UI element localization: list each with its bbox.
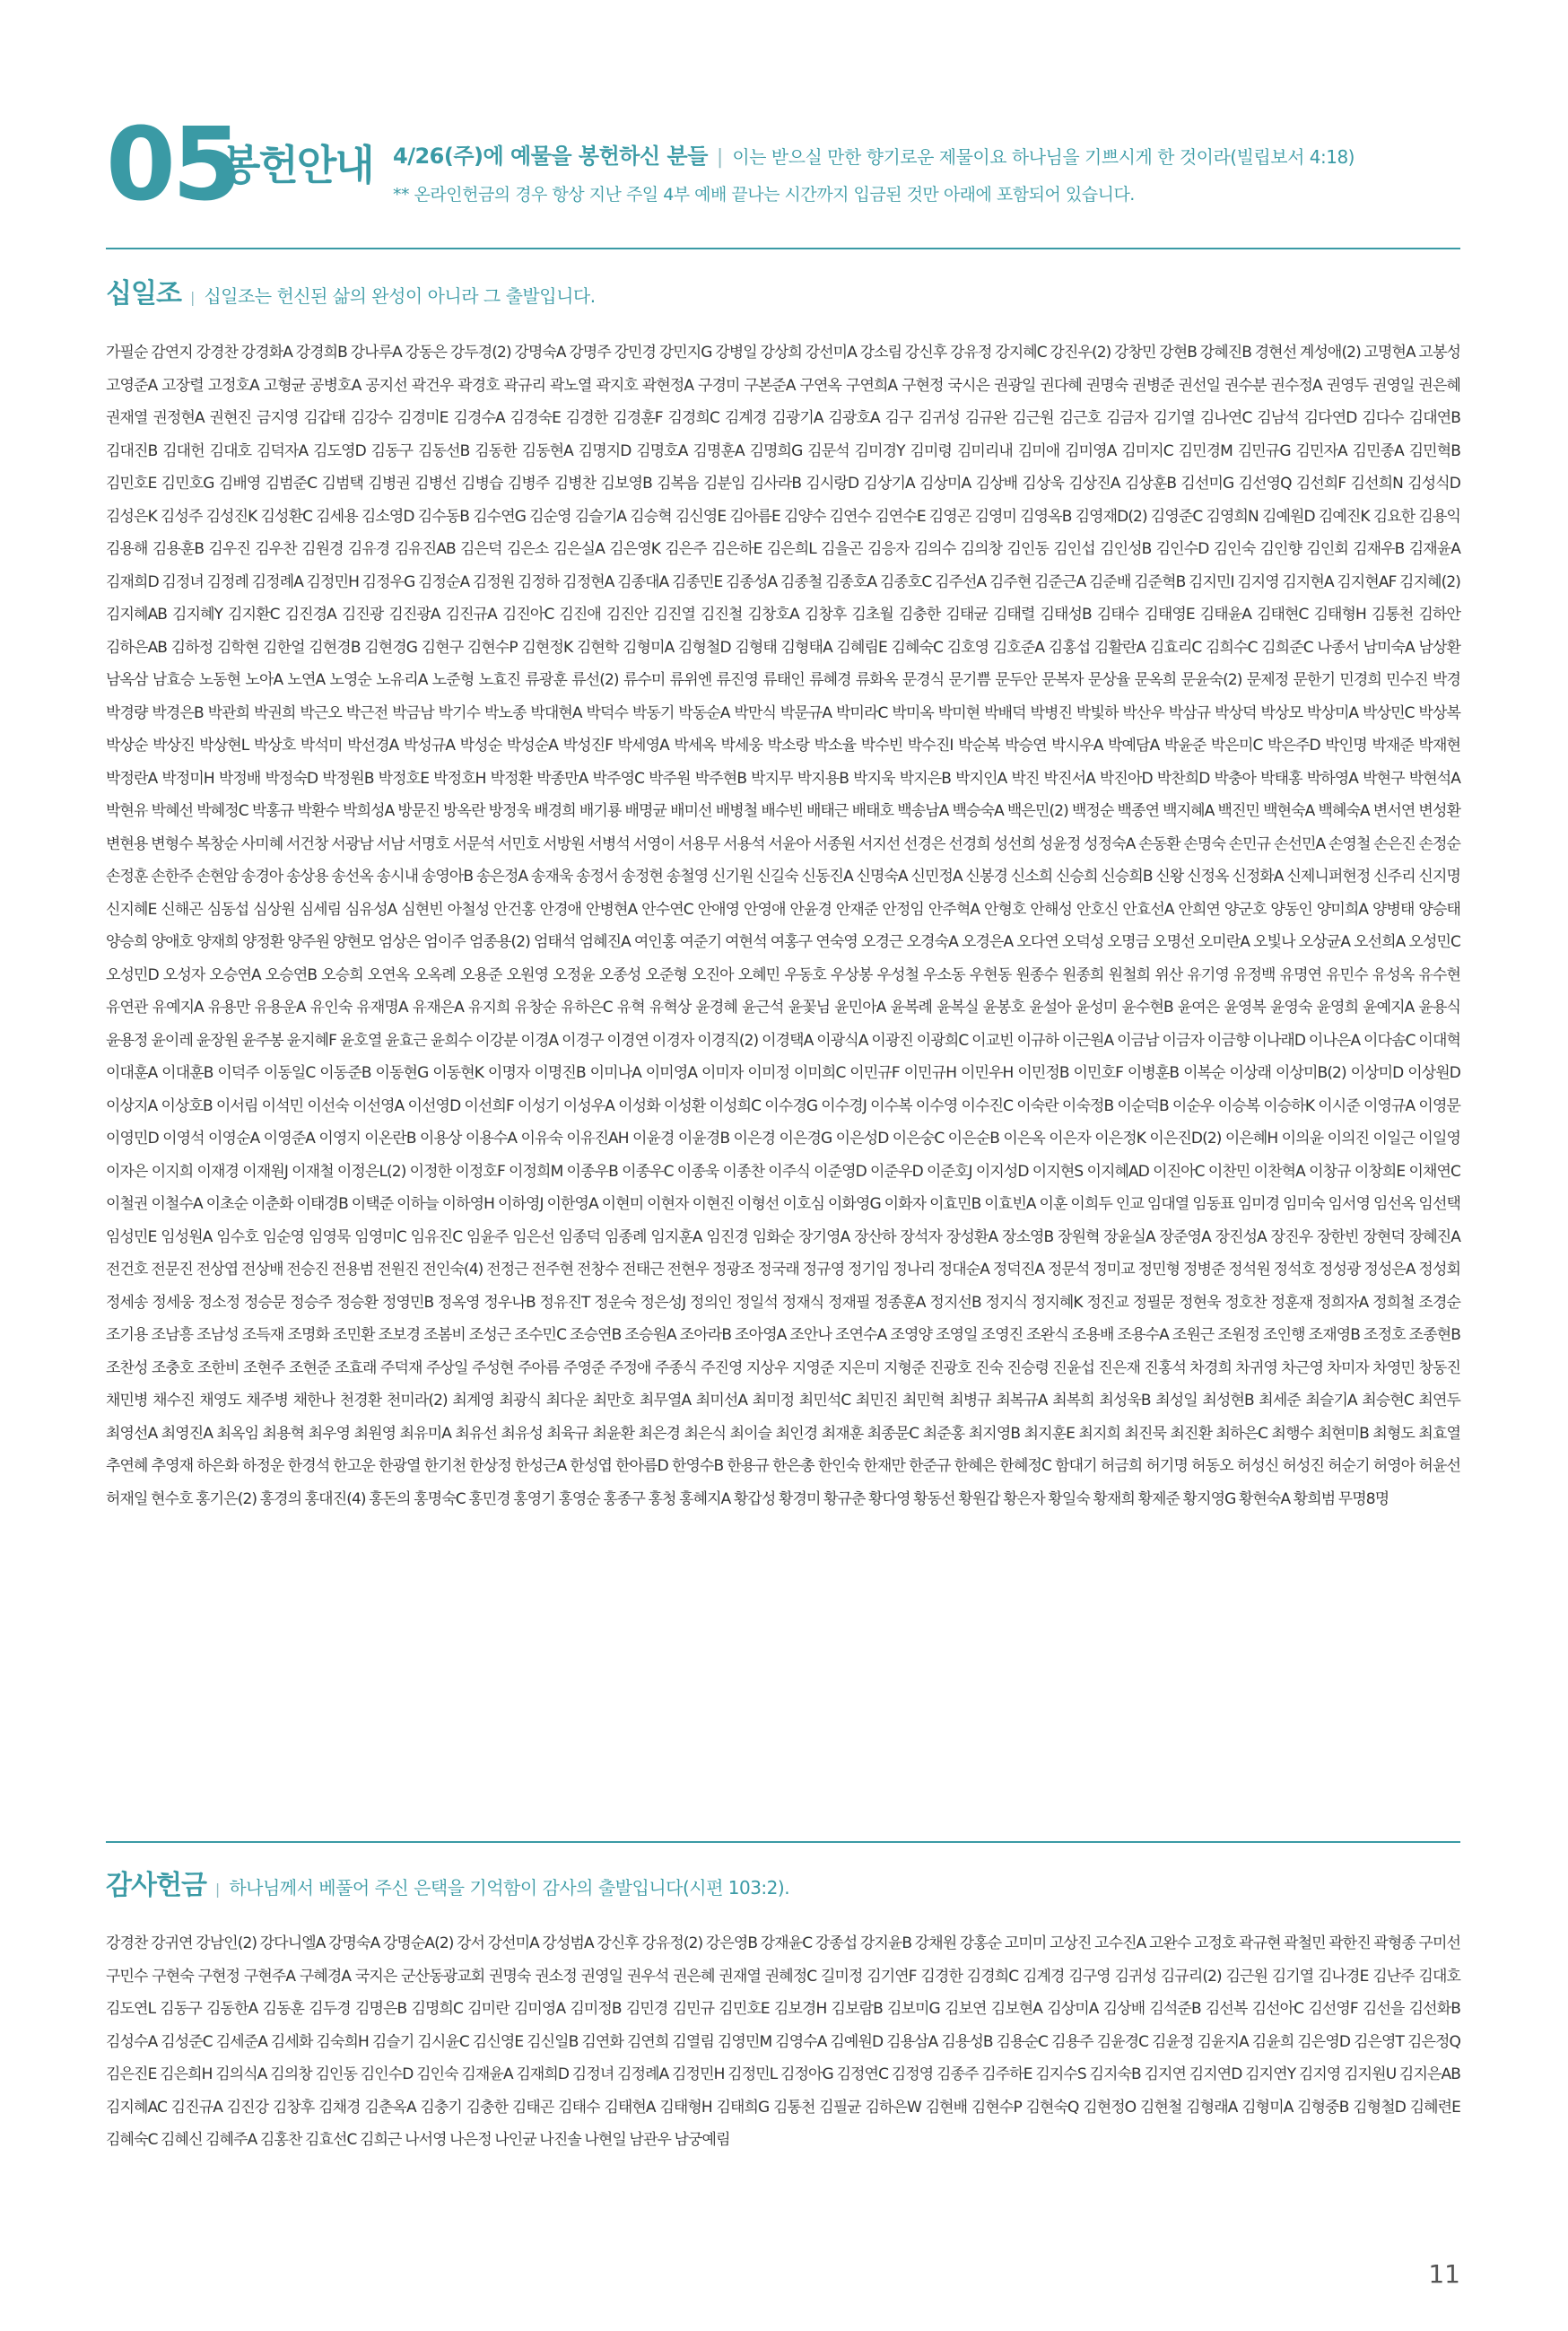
- verse: 이는 받으실 만한 향기로운 제물이요 하나님을 기쁘시게 한 것이라(빌립보서 4:18): [732, 146, 1355, 168]
- tithe-header: [106, 271, 1460, 316]
- header-divider: [106, 248, 1460, 249]
- divider-bar: |: [189, 289, 196, 306]
- thanks-names-list: 강경찬 강귀연 강남인(2) 강다니엘A 강명숙A 강명순A(2) 강서 강선미A 강성범A 강신후 강유정(2) 강은영B 강재윤C 강종섭 강지윤B 강채원 강홍순 고미미 고상진 고수진A 고완수 고정호 곽규현 곽철민 곽한진 곽형종 구미선 구민수 구현숙 구현정 구현주A 구혜경A 국지은 군산동광교회 권명숙 권소정 권영일 권우석 권은혜 권재열 권혜정C 길미정 김기연F 김경한 김경희C 김계경 김구영 김귀성 김규리(2) 김근원 김기열 김나경E 김난주 김대호 김도연L 김동구 김동한A 김동훈 김두경 김명은B 김명희C 김미란 김미영A 김미정B 김민경 김민규 김민호E 김보경H 김보람B 김보미G 김보연 김보현A 김상미A 김상배 김석준B 김선복 김선아C 김선영F 김선을 김선화B 김성수A 김성준C 김세준A 김세화 김숙희H 김슬기 김시윤C 김신영E 김신일B 김연화 김연희 김열림 김영민M 김영수A 김예원D 김용삼A 김용성B 김용순C 김용주 김윤경C 김윤정 김윤지A 김윤희 김은영D 김은영T 김은정Q 김은진E 김은희H 김의식A 김의창 김인동 김인수D 김인숙 김재윤A 김재희D 김정녀 김정례A 김정민H 김정민L 김정아G 김정연C 김정영 김종주 김주하E 김지수S 김지숙B 김지연 김지연D 김지연Y 김지영 김지원U 김지은AB 김지혜AC 김진규A 김진강 김창후 김채경 김춘옥A 김충기 김충한 김태곤 김태수 김태현A 김태형H 김태희G 김통천 김필균 김하은W 김현배 김현수P 김현숙Q 김현정O 김현철 김형래A 김형미A 김형중B 김형철D 김혜련E 김혜숙C 김혜신 김혜주A 김홍찬 김효선C 김희근 나서영 나은정 나인균 나진솔 나현일 남관우 남궁예림: [106, 1934, 1460, 2149]
- divider-bar: |: [214, 1881, 221, 1898]
- tithe-title: 십일조: [106, 278, 181, 310]
- section-title: 봉헌안내: [221, 141, 373, 189]
- thanks-header: [106, 1863, 1460, 1908]
- divider-bar: |: [716, 146, 724, 169]
- section-number: 05: [106, 107, 239, 223]
- thanks-description: 하나님께서 베풀어 주신 은택을 기억함이 감사의 출발입니다(시편 103:2).: [229, 1877, 790, 1899]
- subtitle-line: [393, 138, 1355, 170]
- online-offering-note: ** 온라인헌금의 경우 항상 지난 주일 4부 예배 끝나는 시간까지 입금된 것만 아래에 포함되어 있습니다.: [393, 185, 1135, 205]
- tithe-names-list: 가필순 감연지 강경찬 강경화A 강경희B 강나루A 강동은 강두경(2) 강명숙A 강명주 강민경 강민지G 강병일 강상희 강선미A 강소림 강신후 강유정 강지혜C 강진우(2) 강창민 강현B 강혜진B 경현선 계성애(2) 고명현A 고봉성 고영준A 고장렬 고정호A 고형균 공병호A 공지선 곽건우 곽경호 곽규리 곽노열 곽지호 곽현정A 구경미 구본준A 구연옥 구연희A 구현정 국시은 권광일 권다혜 권명숙 권병준 권선일 권수분 권수정A 권영두 권영일 권은혜 권재열 권정현A 권현진 금지영 김갑태 김강수 김경미E 김경수A 김경숙E 김경한 김경훈F 김경희C 김계경 김광기A 김광호A 김구 김귀성 김규완 김근원 김근호 김금자 김기열 김나연C 김남석 김다연D 김다수 김대연B 김대진B 김대헌 김대호 김덕자A 김도영D 김동구 김동선B 김동한 김동현A 김명지D 김명호A 김명훈A 김명희G 김문석 김미경Y 김미령 김미리내 김미애 김미영A 김미지C 김민경M 김민규G 김민자A 김민종A 김민혁B 김민호E 김민호G 김배영 김범준C 김범택 김병권 김병선 김병습 김병주 김병찬 김보영B 김복음 김분임 김사라B 김시랑D 김상기A 김상미A 김상배 김상욱 김상진A 김상훈B 김선미G 김선영Q 김선희F 김선희N 김성식D 김성은K 김성주 김성진K 김성환C 김세용 김소영D 김수동B 김수연G 김순영 김슬기A 김승혁 김신영E 김아름E 김양수 김연수 김연수E 김영곤 김영미 김영옥B 김영재D(2) 김영준C 김영희N 김예원D 김예진K 김요한 김용익 김용해 김용훈B 김우진 김우찬 김원경 김유경 김유진AB 김은덕 김은소 김은실A 김은영K 김은주 김은하E 김은희L 김을곤 김응자 김의수 김의창 김인동 김인섭 김인성B 김인수D 김인숙 김인향 김인회 김재우B 김재윤A 김재희D 김정녀 김정례 김정례A 김정민H 김정우G 김정순A 김정원 김정하 김정현A 김종대A 김종민E 김종성A 김종철 김종호A 김종호C 김주선A 김주현 김준근A 김준배 김준혁B 김지민I 김지영 김지현A 김지현AF 김지혜(2) 김지혜AB 김지혜Y 김지환C 김진경A 김진광 김진광A 김진규A 김진아C 김진애 김진안 김진열 김진철 김창호A 김창후 김초월 김충한 김태균 김태렬 김태성B 김태수 김태영E 김태윤A 김태현C 김태형H 김통천 김하안 김하은AB 김하정 김학현 김한얼 김현경B 김현경G 김현구 김현수P 김현정K 김현학 김형미A 김형철D 김형태 김형태A 김혜림E 김혜숙C 김호영 김호준A 김홍섭 김활란A 김효리C 김희수C 김희준C 나종서 남미숙A 남상환 남옥삼 남효승 노동현 노아A 노연A 노영순 노유리A 노준형 노효진 류광훈 류선(2) 류수미 류위엔 류진영 류태인 류혜경 류화옥 문경식 문기쁨 문두안 문복자 문상율 문옥희 문윤숙(2) 문제정 문한기 민경희 민수진 박경 박경량 박경은B 박관희 박권희 박근오 박근전 박금남 박기수 박노종 박대현A 박덕수 박동기 박동순A 박만식 박문규A 박미라C 박미옥 박미현 박배덕 박병진 박빛하 박산우 박삼규 박상덕 박상모 박상미A 박상민C 박상복 박상순 박상진 박상현L 박상호 박석미 박선경A 박성규A 박성순 박성순A 박성진F 박세영A 박세옥 박세웅 박소랑 박소율 박수빈 박수진I 박순복 박승연 박시우A 박예담A 박윤준 박은미C 박은주D 박인명 박재준 박재현 박정란A 박정미H 박정배 박정숙D 박정원B 박정호E 박정호H 박정환 박종만A 박주영C 박주원 박주현B 박지무 박지용B 박지욱 박지은B 박지인A 박진 박진서A 박진아D 박찬희D 박충아 박태홍 박하영A 박현구 박현석A 박현유 박혜선 박혜정C 박홍규 박환수 박희성A 방문진 방옥란 방정욱 배경희 배기룡 배명균 배미선 배병철 배수빈 배태근 배태호 백송남A 백승숙A 백은민(2) 백정순 백종연 백지혜A 백진민 백현숙A 백혜숙A 변서연 변성환 변현용 변형수 복창순 사미혜 서건창 서광남 서남 서명호 서문석 서민호 서방원 서병석 서영이 서용무 서용석 서윤아 서종원 서지선 선경은 선경희 성선희 성윤정 성정숙A 손동환 손명숙 손민규 손선민A 손영철 손은진 손정순 손정훈 손한주 손현암 송경아 송상용 송선옥 송시내 송영아B 송은정A 송재욱 송정서 송정현 송철영 신기원 신길숙 신동진A 신명숙A 신민정A 신봉경 신소희 신승희 신승희B 신왕 신정옥 신정화A 신제니퍼현정 신주리 신지명 신지혜E 신해곤 심동섭 심상원 심세림 심유성A 심현빈 아철성 안건홍 안경애 안병현A 안수연C 안애영 안영애 안윤경 안재준 안정임 안주혁A 안형호 안해성 안호신 안효선A 안희연 양군호 양동인 양미희A 양병태 양승태 양승희 양애호 양재희 양정환 양주원 양현모 엄상은 엄이주 엄종용(2) 엄태석 엄혜진A 여인홍 여준기 여현석 여홍구 연숙영 오경근 오경숙A 오경은A 오다연 오덕성 오명금 오명선 오미란A 오빛나 오상균A 오선희A 오성민C 오성민D 오성자 오승연A 오승연B 오승희 오연옥 오옥례 오용준 오원영 오정윤 오종성 오준형 오진아 오혜민 우동호 우상봉 우성철 우소동 우현동 원종수 원종희 원철희 위산 유기영 유정백 유명연 유민수 유성옥 유수현 유연관 유예지A 유용만 유용운A 유인숙 유재명A 유재은A 유지희 유창순 유하은C 유혁 유혁상 윤경혜 윤근석 윤꽃님 윤민아A 윤복례 윤복실 윤봉호 윤설아 윤성미 윤수현B 윤여은 윤영복 윤영숙 윤영희 윤예지A 윤용식 윤용정 윤이레 윤장원 윤주봉 윤지혜F 윤호열 윤효근 윤희수 이강분 이경A 이경구 이경연 이경자 이경직(2) 이경택A 이광식A 이광진 이광희C 이교빈 이규하 이근원A 이금남 이금자 이금향 이나래D 이나은A 이다솜C 이대혁 이대훈A 이대훈B 이덕주 이동일C 이동준B 이동현G 이동현K 이명자 이명진B 이미나A 이미영A 이미자 이미정 이미희C 이민규F 이민규H 이민우H 이민정B 이민호F 이병훈B 이복순 이상래 이상미B(2) 이상미D 이상원D 이상지A 이상호B 이서림 이석민 이선숙 이선영A 이선영D 이선희F 이성기 이성우A 이성화 이성환 이성희C 이수경G 이수경J 이수복 이수영 이수진C 이숙란 이숙정B 이순덕B 이순우 이승복 이승하K 이시준 이영규A 이영문 이영민D 이영석 이영순A 이영준A 이영지 이온란B 이용상 이용수A 이유숙 이유진AH 이윤경 이윤경B 이은경 이은경G 이은성D 이은숭C 이은순B 이은옥 이은자 이은정K 이은진D(2) 이은혜H 이의윤 이의진 이일근 이일영 이자은 이지희 이재경 이재원J 이재철 이정은L(2) 이정한 이정호F 이정희M 이종우B 이종우C 이종욱 이종찬 이주식 이준영D 이준우D 이준호J 이지성D 이지현S 이지혜AD 이진아C 이찬민 이찬혁A 이창규 이창희E 이채연C 이철권 이철수A 이초순 이춘화 이태경B 이택준 이하늘 이하영H 이하영J 이한영A 이현미 이현자 이현진 이형선 이호심 이화영G 이화자 이효민B 이효빈A 이훈 이희두 인교 임대열 임동표 임미경 임미숙 임서영 임선옥 임선택 임성민E 임성원A 임수호 임순영 임영묵 임영미C 임유진C 임윤주 임은선 임종덕 임종례 임지훈A 임진경 임화순 장기영A 장산하 장석자 장성환A 장소영B 장원혁 장윤실A 장준영A 장진성A 장진우 장한빈 장현덕 장혜진A 전건호 전문진 전상엽 전상배 전승진 전용범 전원진 전인숙(4) 전정근 전주현 전창수 전태근 전현우 정광조 정국래 정규영 정기임 정나리 정대순A 정덕진A 정문석 정미교 정민형 정병준 정석원 정석호 정성광 정성은A 정성회 정세송 정세웅 정소정 정승문 정승주 정승환 정영민B 정옥영 정우나B 정유진T 정운숙 정은성J 정의인 정일석 정재식 정재필 정종훈A 정지선B 정지식 정지혜K 정진교 정필문 정현욱 정호찬 정훈재 정희자A 정희철 조경순 조기용 조남흥 조남성 조득재 조명화 조민환 조보경 조봄비 조성근 조수민C 조승연B 조승원A 조아라B 조아영A 조안나 조연수A 조영양 조영일 조영진 조완식 조용배 조용수A 조원근 조원정 조인행 조재영B 조정호 조종현B 조찬성 조충호 조한비 조현주 조현준 조효래 주덕재 주상일 주성현 주아름 주영준 주정애 주종식 주진영 지상우 지영준 지은미 지형준 진광호 진숙 진승령 진윤섭 진은재 진홍석 차경희 차귀영 차근영 차미자 차영민 창동진 채민병 채수진 채영도 채주병 채한나 천경환 천미라(2) 최계영 최광식 최다운 최만호 최무열A 최미선A 최미정 최민석C 최민진 최민혁 최병규 최복규A 최복희 최성욱B 최성일 최성현B 최세준 최슬기A 최승현C 최연두 최영선A 최영진A 최옥임 최용혁 최우영 최원영 최유미A 최유선 최유성 최육규 최윤환 최은경 최은식 최이슬 최인경 최재훈 최종문C 최준홍 최지영B 최지훈E 최지희 최진묵 최진환 최하은C 최행수 최현미B 최형도 최효열 추연혜 추영재 하은화 하정운 한경석 한고운 한광열 한기천 한상정 한성근A 한성엽 한아름D 한영수B 한용규 한은총 한인숙 한재만 한준규 한혜은 한혜정C 함대기 허금희 허기명 허동오 허성신 허성진 허순기 허영아 허윤선 허재일 현수호 홍기은(2) 홍경의 홍대진(4) 홍돈의 홍명숙C 홍민경 홍영기 홍영순 홍종구 홍청 홍혜지A 황갑성 황경미 황규춘 황다영 황동선 황원갑 황은자 황일숙 황재희 황제준 황지영G 황현숙A 황희범 무명8명: [106, 344, 1460, 1508]
- subtitle: 4/26(주)에 예물을 봉헌하신 분들: [393, 144, 708, 169]
- thanks-title: 감사헌금: [106, 1870, 206, 1901]
- page-header: [106, 107, 1460, 233]
- page-number: 11: [1428, 2259, 1460, 2289]
- tithe-description: 십일조는 헌신된 삶의 완성이 아니라 그 출발입니다.: [204, 285, 596, 307]
- section-divider: [106, 1841, 1460, 1843]
